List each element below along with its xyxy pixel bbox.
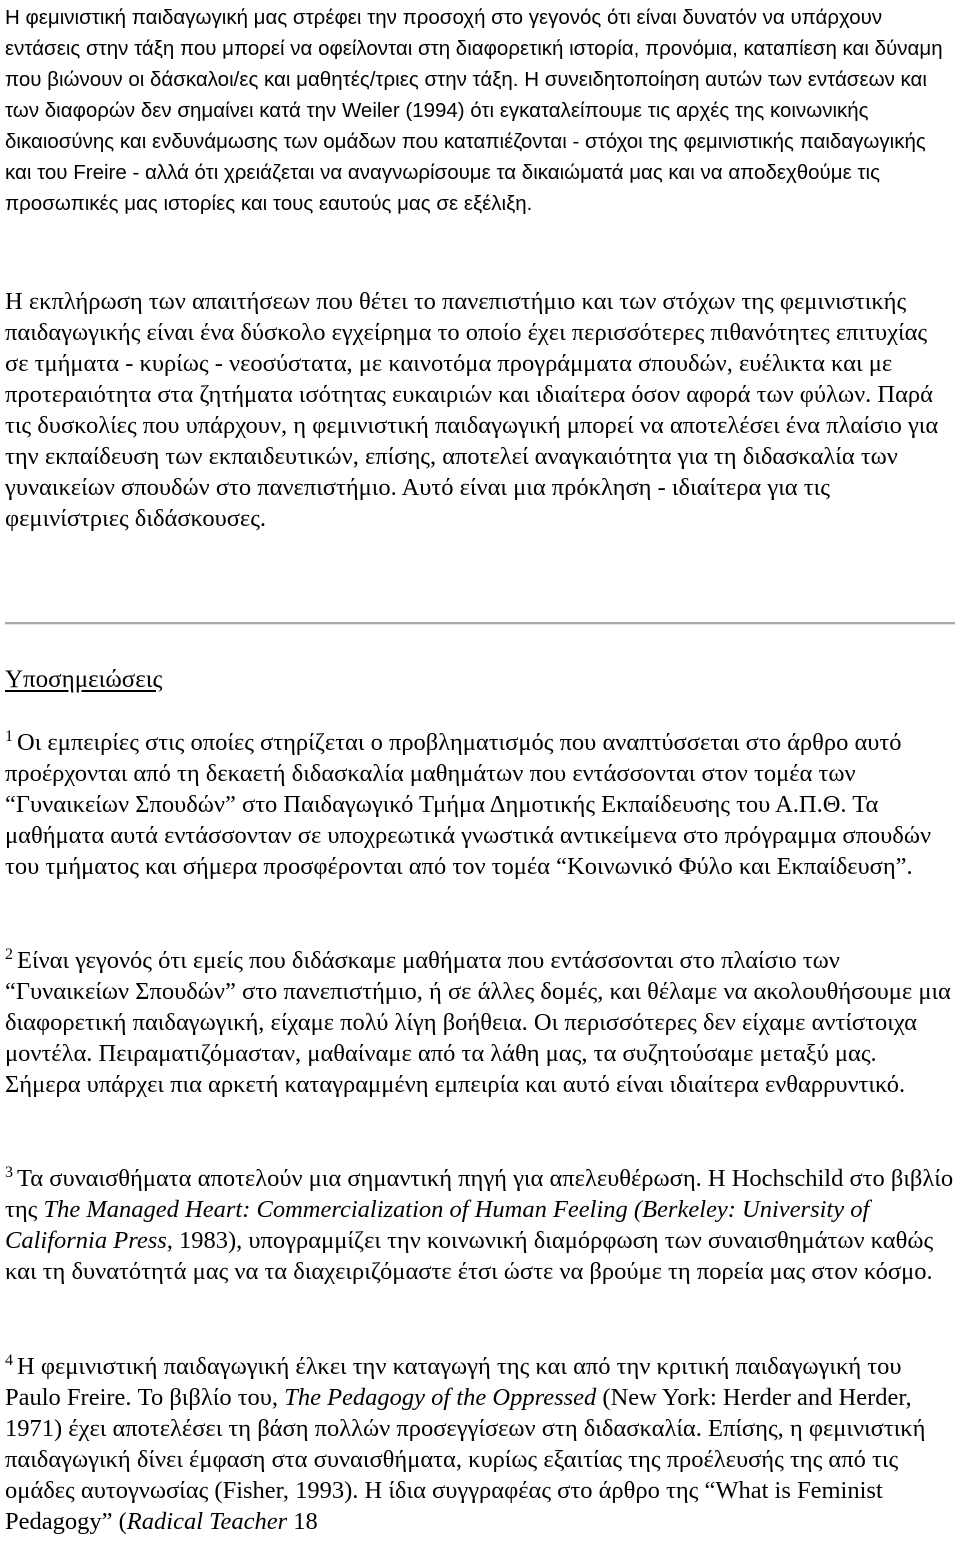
footnote-2-number: 2 [5,945,13,963]
footnote-4 [5,1351,955,1537]
footnote-4-number: 4 [5,1351,13,1369]
footnote-3-book-title: The Managed Heart: Commercialization of Human Feeling (Berkeley: University of California Press, [5,1196,870,1254]
footnote-3-text-a: Τα συναισθήματα αποτελούν μια σημαντική πηγή για απελευθέρωση. Η Hochschild στο βιβλίο της [5,1165,954,1223]
horizontal-rule [5,622,955,625]
footnote-4-journal: Radical Teacher [126,1508,288,1535]
body-paragraph-2-part-c: Αυτό είναι μια πρόκληση - ιδιαίτερα για τις φεμινίστριες διδάσκουσες. [5,474,830,532]
body-paragraph-1-part-b: Η συνειδητοποίηση αυτών των εντάσεων και των διαφορών δεν σημαίνει κατά την Weiler (1994) ότι εγκαταλείπουμε τις αρχές της κοινωνικής δικαιοσύνης και ενδυνάμωσης των ομάδων που καταπιέζονται - στόχοι της φεμινιστικής παιδαγωγικής και του Freire - αλλά ότι χρειάζεται να αναγνωρίσουμε τα δικαιώματά μας και να αποδεχθούμε τις προσωπικές μας ιστορίες και τους εαυτούς μας σε εξέλιξη. [5,68,927,215]
footnote-3 [5,1163,955,1287]
body-paragraph-2 [5,286,955,534]
footnote-1 [5,727,955,882]
footnote-3-text-b: 1983), υπογραμμίζει την κοινωνική διαμόρφωση των συναισθημάτων καθώς και τη δυνατότητά μας να τα διαχειριζόμαστε έτσι ώστε να βρούμε τη πορεία μας στον κόσμο. [5,1227,934,1285]
body-paragraph-2-part-a: Η εκπλήρωση των απαιτήσεων που θέτει το πανεπιστήμιο και των στόχων της φεμινιστικής παιδαγωγικής είναι ένα δύσκολο εγχείρημα το οποίο έχει περισσότερες πιθανότητες επιτυχίας σε τμήματα - κυρίως - νεοσύστατα, με καινοτόμα προγράμματα σπουδών, ευέλικτα και με προτεραιότητα στα ζητήματα ισότητας ευκαιριών και ιδιαίτερα όσον αφορά των φύλων. [5,288,928,408]
footnotes-heading: Υποσημειώσεις [5,666,163,693]
footnote-4-book-title: The Pedagogy of the Oppressed [284,1384,597,1411]
footnote-4-text-c: 18 [293,1508,318,1535]
body-paragraph-1 [5,2,955,219]
footnote-2 [5,945,955,1100]
footnote-4-text-b: (New York: Herder and Herder, 1971) έχει αποτελέσει τη βάση πολλών προσεγγίσεων στη διδασκαλία. Επίσης, η φεμινιστική παιδαγωγική δίνει έμφαση στα συναισθήματα, κυρίως εξαιτίας της προέλευσής της από τις ομάδες αυτογνωσίας (Fisher, 1993). Η ίδια συγγραφέας στο άρθρο της “What is Feminist Pedagogy” ( [5,1384,926,1535]
body-paragraph-2-part-b: Παρά τις δυσκολίες που υπάρχουν, η φεμινιστική παιδαγωγική μπορεί να αποτελέσει ένα πλαίσιο για την εκπαίδευση των εκπαιδευτικών, επίσης, αποτελεί αναγκαιότητα για τη διδασκαλία των γυναικείων σπουδών στο πανεπιστήμιο. [5,381,939,501]
footnote-2-text: Είναι γεγονός ότι εμείς που διδάσκαμε μαθήματα που εντάσσονται στο πλαίσιο των “Γυναικείων Σπουδών” στο πανεπιστήμιο, ή σε άλλες δομές, και θέλαμε να ακολουθήσουμε μια διαφορετική παιδαγωγική, είχαμε πολύ λίγη βοήθεια. Οι περισσότερες δεν είχαμε αντίστοιχα μοντέλα. Πειραματιζόμασταν, μαθαίναμε από τα λάθη μας, τα συζητούσαμε μεταξύ μας. Σήμερα υπάρχει πια αρκετή καταγραμμένη εμπειρία και αυτό είναι ιδιαίτερα ενθαρρυντικό. [5,947,951,1098]
footnote-4-text-a: Η φεμινιστική παιδαγωγική έλκει την καταγωγή της και από την κριτική παιδαγωγική του Paulo Freire. Το βιβλίο του, [5,1353,902,1411]
footnote-1-text: Οι εμπειρίες στις οποίες στηρίζεται ο προβληματισμός που αναπτύσσεται στο άρθρο αυτό προέρχονται από τη δεκαετή διδασκαλία μαθημάτων που εντάσσονται στον τομέα των “Γυναικείων Σπουδών” στο Παιδαγωγικό Τμήμα Δημοτικής Εκπαίδευσης του Α.Π.Θ. Τα μαθήματα αυτά εντάσσονταν σε υποχρεωτικά γνωστικά αντικείμενα στο πρόγραμμα σπουδών του τμήματος και σήμερα προσφέρονται από τον τομέα “Κοινωνικό Φύλο και Εκπαίδευση”. [5,729,932,880]
body-paragraph-1-part-a: Η φεμινιστική παιδαγωγική μας στρέφει την προσοχή στο γεγονός ότι είναι δυνατόν να υπάρχουν εντάσεις στην τάξη που μπορεί να οφείλονται στη διαφορετική ιστορία, προνόμια, καταπίεση και δύναμη που βιώνουν οι δάσκαλοι/ες και μαθητές/τριες στην τάξη. [5,6,943,91]
footnote-3-number: 3 [5,1163,13,1181]
footnote-1-number: 1 [5,727,13,745]
